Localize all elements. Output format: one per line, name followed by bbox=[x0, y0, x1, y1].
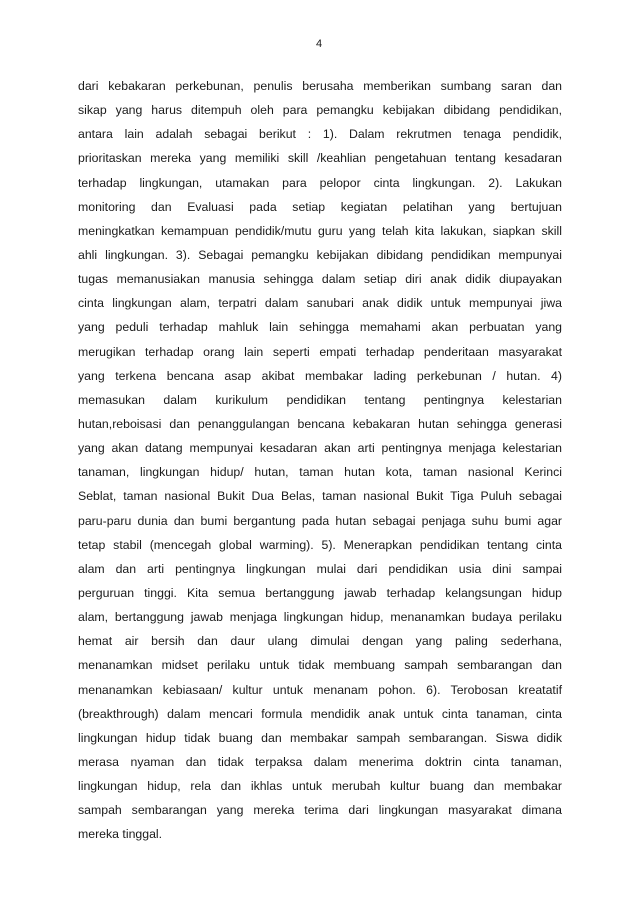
paragraph-line: Seblat, taman nasional Bukit Dua Belas, taman nasional Bukit Tiga Puluh sebagai bbox=[78, 489, 562, 504]
paragraph-line: sampah sembarangan yang mereka terima dari lingkungan masyarakat dimana bbox=[78, 803, 562, 818]
paragraph-line: hemat air bersih dan daur ulang dimulai dengan yang paling sederhana, bbox=[78, 634, 562, 649]
paragraph-line: dari kebakaran perkebunan, penulis berusaha memberikan sumbang saran dan bbox=[78, 79, 562, 93]
paragraph-line: (breakthrough) dalam mencari formula mendidik anak untuk cinta tanaman, cinta bbox=[78, 706, 562, 721]
paragraph-line: antara lain adalah sebagai berikut : 1). Dalam rekrutmen tenaga pendidik, bbox=[78, 127, 562, 142]
paragraph-line: mereka tinggal. bbox=[78, 827, 163, 842]
paragraph-line: sikap yang harus ditempuh oleh para pemangku kebijakan dibidang pendidikan, bbox=[78, 103, 562, 118]
paragraph-line: lingkungan hidup tidak buang dan membakar sampah sembarangan. Siswa didik bbox=[78, 730, 562, 745]
paragraph-line: yang akan datang mempunyai kesadaran akan arti pentingnya menjaga kelestarian bbox=[78, 441, 562, 456]
paragraph-line: prioritaskan mereka yang memiliki skill /keahlian pengetahuan tentang kesadaran bbox=[78, 151, 562, 166]
paragraph-line: memasukan dalam kurikulum pendidikan tentang pentingnya kelestarian bbox=[78, 392, 562, 407]
paragraph-line: ahli lingkungan. 3). Sebagai pemangku kebijakan dibidang pendidikan mempunyai bbox=[78, 247, 562, 262]
body-paragraph bbox=[78, 74, 562, 847]
paragraph-line: merugikan terhadap orang lain seperti empati terhadap penderitaan masyarakat bbox=[78, 344, 562, 359]
paragraph-line: yang peduli terhadap mahluk lain sehingga memahami akan perbuatan yang bbox=[78, 320, 562, 335]
paragraph-line: perguruan tinggi. Kita semua bertanggung jawab terhadap kelangsungan hidup bbox=[78, 585, 562, 600]
paragraph-line: tugas memanusiakan manusia sehingga dalam setiap diri anak didik diupayakan bbox=[78, 272, 562, 287]
paragraph-line: monitoring dan Evaluasi pada setiap kegiatan pelatihan yang bertujuan bbox=[78, 199, 562, 214]
paragraph-line: tetap stabil (mencegah global warming). 5). Menerapkan pendidikan tentang cinta bbox=[78, 537, 562, 552]
paragraph-line: yang terkena bencana asap akibat membakar lading perkebunan / hutan. 4) bbox=[78, 368, 562, 383]
paragraph-line: paru-paru dunia dan bumi bergantung pada hutan sebagai penjaga suhu bumi agar bbox=[78, 513, 562, 528]
paragraph-line: lingkungan hidup, rela dan ikhlas untuk merubah kultur buang dan membakar bbox=[78, 779, 562, 794]
paragraph-line: menanamkan kebiasaan/ kultur untuk menanam pohon. 6). Terobosan kreatatif bbox=[78, 682, 562, 697]
page-number: 4 bbox=[315, 38, 323, 50]
paragraph-line: menanamkan midset perilaku untuk tidak membuang sampah sembarangan dan bbox=[78, 658, 562, 673]
paragraph-line: alam, bertanggung jawab menjaga lingkungan hidup, menanamkan budaya perilaku bbox=[78, 610, 562, 625]
paragraph-line: cinta lingkungan alam, terpatri dalam sanubari anak didik untuk mempunyai jiwa bbox=[78, 296, 562, 311]
paragraph-line: alam dan arti pentingnya lingkungan mulai dari pendidikan usia dini sampai bbox=[78, 561, 562, 576]
paragraph-line: hutan,reboisasi dan penanggulangan bencana kebakaran hutan sehingga generasi bbox=[78, 416, 562, 431]
paragraph-line: tanaman, lingkungan hidup/ hutan, taman hutan kota, taman nasional Kerinci bbox=[78, 465, 562, 480]
paragraph-line: meningkatkan kemampuan pendidik/mutu guru yang telah kita lakukan, siapkan skill bbox=[78, 223, 562, 238]
paragraph-line: merasa nyaman dan tidak terpaksa dalam menerima doktrin cinta tanaman, bbox=[78, 754, 562, 769]
paragraph-line: terhadap lingkungan, utamakan para pelopor cinta lingkungan. 2). Lakukan bbox=[78, 175, 562, 190]
